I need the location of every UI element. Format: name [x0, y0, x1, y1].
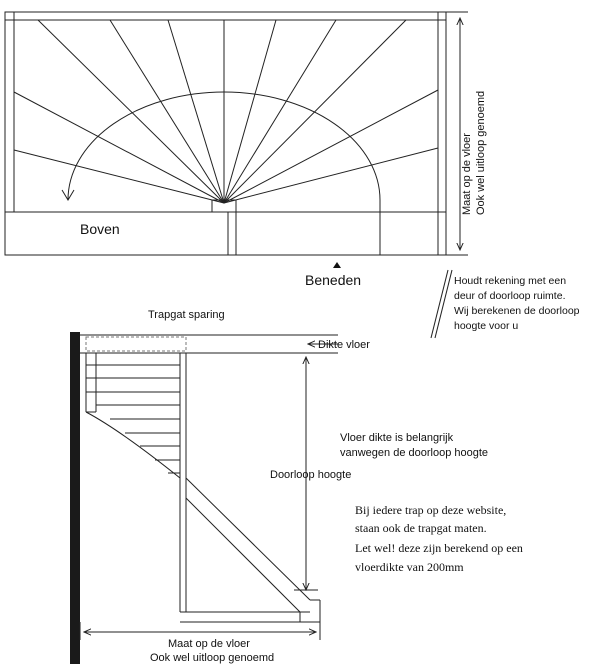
door-note-line4: hoogte voor u [454, 320, 519, 332]
note-vloer-line2: vanwegen de doorloop hoogte [340, 447, 489, 459]
website-note-line2: staan ook de trapgat maten. [355, 521, 487, 535]
website-note-line4: vloerdikte van 200mm [355, 560, 464, 574]
door-note-line1: Houdt rekening met een [454, 275, 567, 287]
door-note-line2: deur of doorloop ruimte. [454, 290, 566, 302]
side-label-line2: Ook wel uitloop genoemd [475, 90, 487, 215]
lower-stringer [180, 470, 320, 622]
label-boven: Boven [80, 221, 120, 237]
door-note-line3: Wij berekenen de doorloop [454, 305, 580, 317]
label-dikte-vloer: Dikte vloer [318, 339, 370, 351]
bottom-label-line1: Maat op de vloer [168, 638, 250, 650]
tread-lines [14, 20, 438, 203]
note-vloer-line1: Vloer dikte is belangrijk [340, 432, 454, 444]
upper-steps [86, 353, 186, 612]
beneden-arrow-icon [333, 262, 341, 268]
bottom-label-line2: Ook wel uitloop genoemd [150, 652, 275, 664]
website-note-line3: Let wel! deze zijn berekend op een [355, 541, 523, 555]
website-note-line1: Bij iedere trap op deze website, [355, 503, 507, 517]
label-doorloop-hoogte: Doorloop hoogte [270, 469, 352, 481]
side-title: Trapgat sparing [148, 309, 225, 321]
door-note-pointer-2 [435, 270, 452, 338]
side-label-line1: Maat op de vloer [461, 133, 473, 215]
label-beneden: Beneden [305, 272, 362, 288]
side-section-view [70, 309, 523, 664]
wall [70, 332, 80, 664]
top-plan-view [5, 12, 580, 338]
door-note-pointer-1 [431, 270, 448, 338]
stairwell-opening-outline [86, 337, 186, 351]
